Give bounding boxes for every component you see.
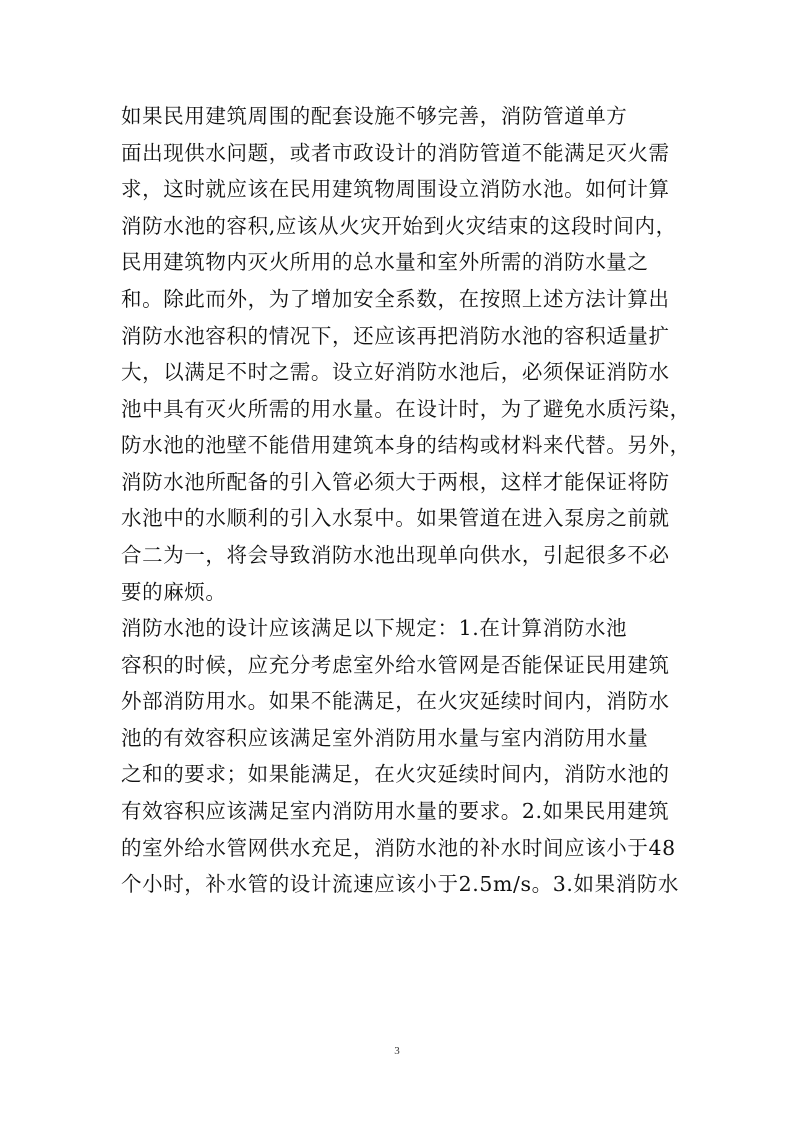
text-line: 和。除此而外，为了增加安全系数，在按照上述方法计算出 [121, 287, 670, 311]
text-line: 水池中的水顺利的引入水泵中。如果管道在进入泵房之前就 [121, 506, 670, 530]
page-number: 3 [394, 1045, 400, 1057]
text-line: 之和的要求；如果能满足，在火灾延续时间内，消防水池的 [121, 762, 670, 786]
text-line: 容积的时候，应充分考虑室外给水管网是否能保证民用建筑 [121, 653, 670, 677]
text-line: 防水池的池壁不能借用建筑本身的结构或材料来代替。另外， [121, 433, 691, 457]
text-line: 个小时，补水管的设计流速应该小于2.5m/s。3.如果消防水 [121, 872, 680, 896]
text-line: 的室外给水管网供水充足，消防水池的补水时间应该小于48 [121, 836, 676, 860]
text-line: 合二为一，将会导致消防水池出现单向供水，引起很多不必 [121, 543, 670, 567]
text-line: 民用建筑物内灭火所用的总水量和室外所需的消防水量之 [121, 250, 649, 274]
text-line: 如果民用建筑周围的配套设施不够完善，消防管道单方 [121, 104, 628, 128]
text-line: 池中具有灭火所需的用水量。在设计时，为了避免水质污染， [121, 397, 691, 421]
text-line: 外部消防用水。如果不能满足，在火灾延续时间内，消防水 [121, 689, 670, 713]
text-line: 消防水池所配备的引入管必须大于两根，这样才能保证将防 [121, 470, 670, 494]
text-line: 消防水池容积的情况下，还应该再把消防水池的容积适量扩 [121, 324, 670, 348]
text-line: 消防水池的设计应该满足以下规定：1.在计算消防水池 [121, 616, 628, 640]
text-line: 大，以满足不时之需。设立好消防水池后，必须保证消防水 [121, 360, 670, 384]
text-line: 消防水池的容积,应该从火灾开始到火灾结束的这段时间内， [121, 214, 677, 238]
text-line: 有效容积应该满足室内消防用水量的要求。2.如果民用建筑 [121, 799, 670, 823]
text-line: 求，这时就应该在民用建筑物周围设立消防水池。如何计算 [121, 177, 670, 201]
text-line: 要的麻烦。 [121, 580, 227, 604]
text-line: 面出现供水问题，或者市政设计的消防管道不能满足灭火需 [121, 141, 670, 165]
text-line: 池的有效容积应该满足室外消防用水量与室内消防用水量 [121, 726, 649, 750]
